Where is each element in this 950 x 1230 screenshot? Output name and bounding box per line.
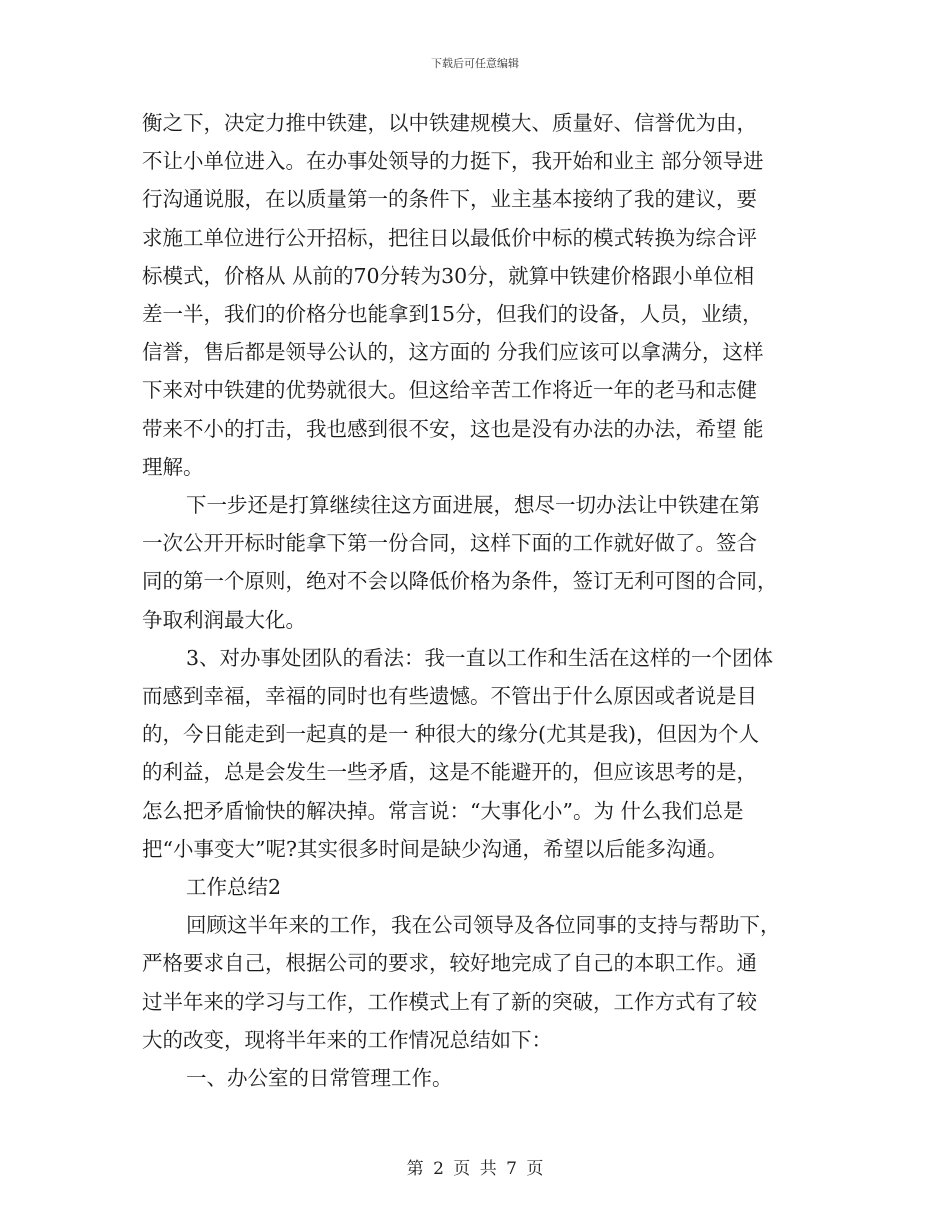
text-line: 怎么把矛盾愉快的解决掉。常言说：“大事化小”。为 什么我们总是 <box>142 798 744 823</box>
text-line: 争取利润最大化。 <box>142 607 306 632</box>
text-line: 求施工单位进行公开招标，把往日以最低价中标的模式转换为综合评 <box>142 225 757 250</box>
subsection-heading: 一、办公室的日常管理工作。 <box>186 1066 453 1091</box>
text-line: 过半年来的学习与工作，工作模式上有了新的突破，工作方式有了较 <box>142 989 757 1014</box>
text-line: 标模式，价格从 从前的70分转为30分，就算中铁建价格跟小单位相 <box>142 263 755 288</box>
text-line: 把“小事变大”呢?其实很多时间是缺少沟通，希望以后能多沟通。 <box>142 836 728 861</box>
text-line: 行沟通说服，在以质量第一的条件下，业主基本接纳了我的建议，要 <box>142 187 757 212</box>
text-line: 衡之下，决定力推中铁建，以中铁建规模大、质量好、信誉优为由， <box>142 111 757 135</box>
text-line: 而感到幸福，幸福的同时也有些遗憾。不管出于什么原因或者说是目 <box>142 684 757 709</box>
text-line: 一次公开开标时能拿下第一份合同，这样下面的工作就好做了。签合 <box>142 531 757 556</box>
paragraph-start-line: 3、对办事处团队的看法：我一直以工作和生活在这样的一个团体 <box>186 645 774 670</box>
document-body <box>142 104 812 1097</box>
page-header: 下载后可任意编辑 <box>431 57 519 70</box>
paragraph-start-line: 回顾这半年来的工作，我在公司领导及各位同事的支持与帮助下， <box>186 913 781 938</box>
text-line: 严格要求自己，根据公司的要求，较好地完成了自己的本职工作。通 <box>142 951 757 976</box>
section-heading: 工作总结2 <box>186 875 282 900</box>
text-line: 的，今日能走到一起真的是一 种很大的缘分(尤其是我)，但因为个人 <box>142 722 760 747</box>
page-footer: 第 2 页 共 7 页 <box>406 1159 544 1179</box>
text-line: 信誉，售后都是领导公认的，这方面的 分我们应该可以拿满分，这样 <box>142 340 764 365</box>
text-line: 不让小单位进入。在办事处领导的力挺下，我开始和业主 部分领导进 <box>142 149 764 174</box>
text-line: 带来不小的打击，我也感到很不安，这也是没有办法的办法，希望 能 <box>142 416 764 441</box>
text-line: 大的改变，现将半年来的工作情况总结如下： <box>142 1027 552 1052</box>
text-line: 下来对中铁建的优势就很大。但这给辛苦工作将近一年的老马和志健 <box>142 378 757 403</box>
text-line: 同的第一个原则，绝对不会以降低价格为条件，签订无利可图的合同， <box>142 569 778 594</box>
paragraph-start-line: 下一步还是打算继续往这方面进展，想尽一切办法让中铁建在第 <box>186 493 760 518</box>
text-line: 理解。 <box>142 454 204 479</box>
text-line: 差一半，我们的价格分也能拿到15分，但我们的设备，人员，业绩， <box>142 302 763 327</box>
text-line: 的利益，总是会发生一些矛盾，这是不能避开的，但应该思考的是， <box>142 760 757 785</box>
